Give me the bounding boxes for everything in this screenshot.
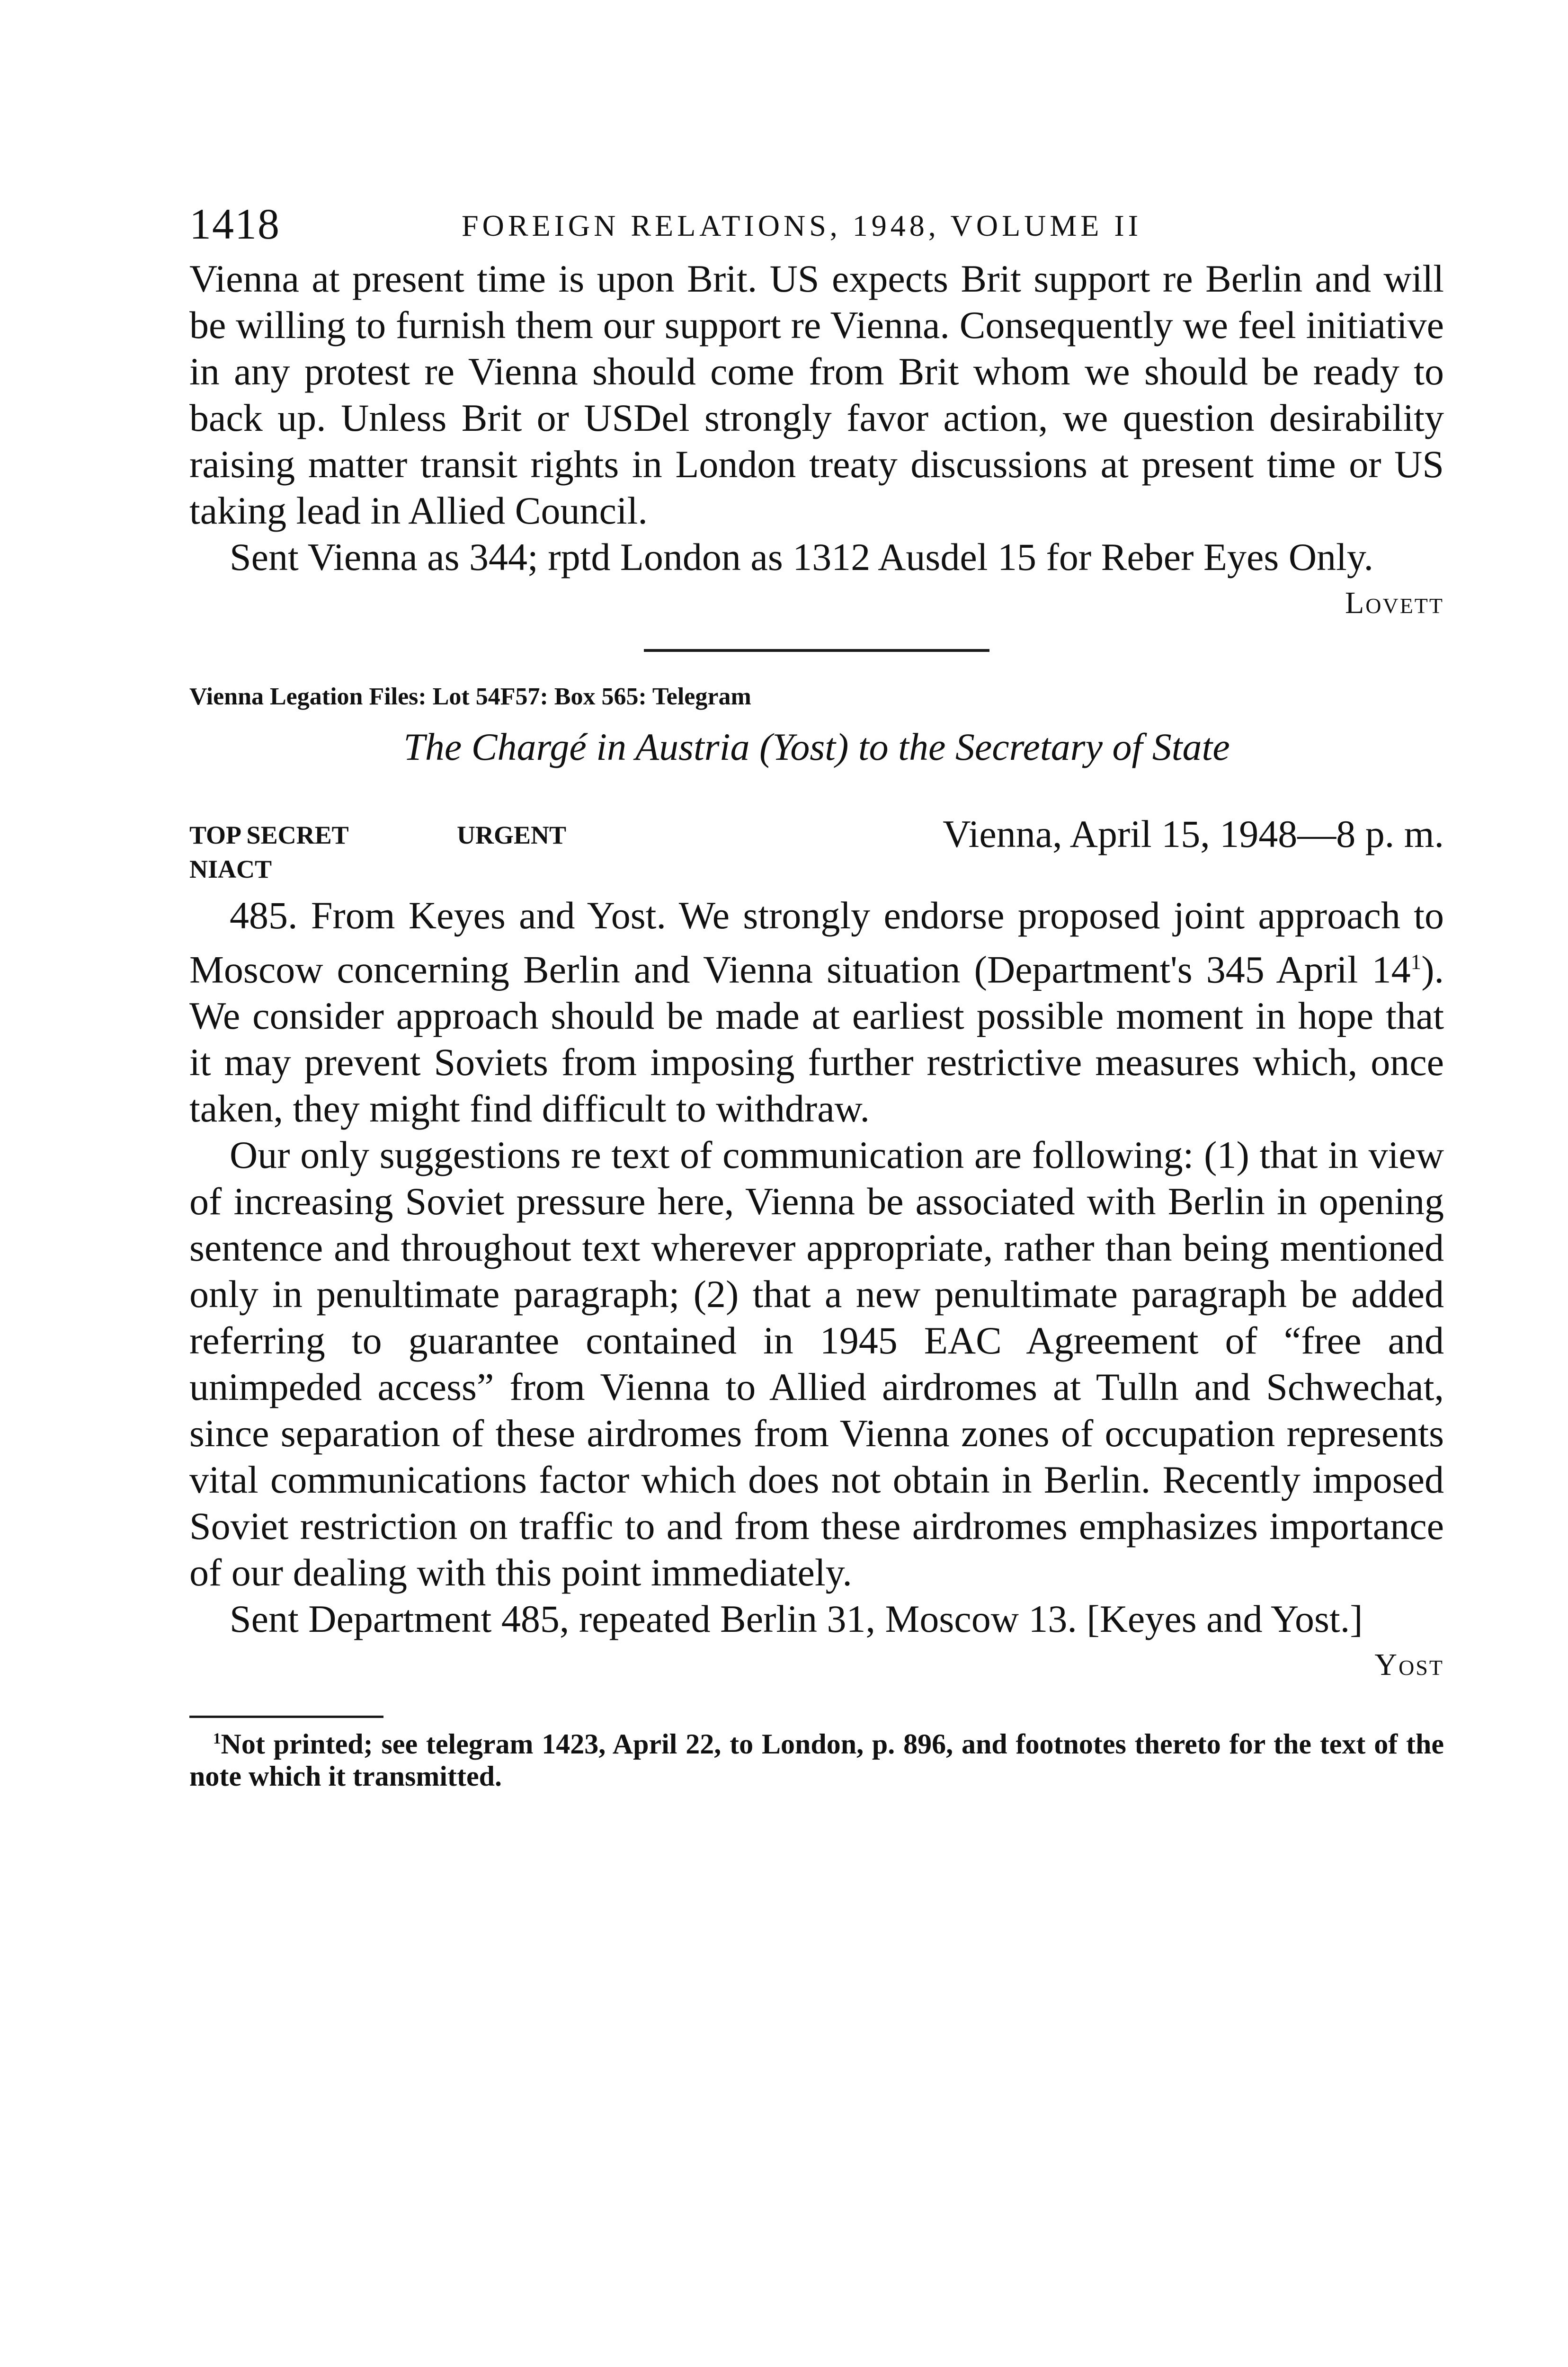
volume-title: FOREIGN RELATIONS, 1948, VOLUME II <box>462 209 1142 242</box>
footnote-reference: 1 <box>1410 950 1422 974</box>
footnote-marker: 1 <box>213 1730 221 1748</box>
telegram-distribution: Sent Department 485, repeated Berlin 31, Moscow 13. [Keyes and Yost.] <box>230 1597 1363 1641</box>
footnote-text: Not printed; see telegram 1423, April 22, to London, p. 896, and footnotes thereto for the text of the note which it transmitted. <box>189 1728 1444 1792</box>
source-line: Vienna Legation Files: Lot 54F57: Box 565: Telegram <box>189 683 751 710</box>
place-date: Vienna, April 15, 1948—8 p. m. <box>943 812 1444 855</box>
telegram-paragraph-1 <box>189 892 1444 1132</box>
document-divider <box>644 649 989 652</box>
page-content <box>189 199 1444 1792</box>
footnote <box>189 1723 1444 1792</box>
telegram-signature: Yost <box>1374 1647 1444 1682</box>
running-head <box>189 199 1444 256</box>
previous-document-distribution: Sent Vienna as 344; rptd London as 1312 Ausdel 15 for Reber Eyes Only. <box>230 535 1373 578</box>
telegram-metadata <box>189 812 1444 854</box>
caption-label: NIACT <box>189 855 272 883</box>
page-number: 1418 <box>189 200 280 248</box>
urgency-label: URGENT <box>457 821 567 849</box>
paragraph-1-text-start: 485. From Keyes and Yost. We strongly endorse proposed joint approach to Moscow concerning Berlin and Vienna situation (Department's 345 April 14 <box>189 894 1444 991</box>
classification-label: TOP SECRET <box>189 821 349 849</box>
document-title: The Chargé in Austria (Yost) to the Secretary of State <box>403 725 1230 768</box>
footnote-rule <box>189 1716 383 1718</box>
telegram-paragraph-2: Our only suggestions re text of communication are following: (1) that in view of increasing Soviet pressure here, Vienna be associated with Berlin in opening sentence and throughout text wherever appropriate, rather than being mentioned only in penultimate paragraph; (2) that a new penultimate paragraph be added referring to guarantee contained in 1945 EAC Agreement of “free and unimpeded access” from Vienna to Allied airdromes at Tulln and Schwechat, since separation of these airdromes from Vienna zones of occupation represents vital communications factor which does not obtain in Berlin. Recently imposed Soviet restriction on traffic to and from these airdromes emphasizes importance of our dealing with this point immediately. <box>189 1133 1444 1594</box>
previous-document-paragraph: Vienna at present time is upon Brit. US expects Brit support re Berlin and will be willing to furnish them our support re Vienna. Consequently we feel initiative in any protest re Vienna should come from Brit whom we should be ready to back up. Unless Brit or USDel strongly favor action, we question desirability raising matter transit rights in London treaty discussions at present time or US taking lead in Allied Council. <box>189 257 1444 532</box>
previous-document-signature: Lovett <box>1345 586 1444 620</box>
paragraph-1-text-end: ). We consider approach should be made at earliest possible moment in hope that it may prevent Soviets from imposing further restrictive measures which, once taken, they might find difficult to withdraw. <box>189 948 1444 1130</box>
